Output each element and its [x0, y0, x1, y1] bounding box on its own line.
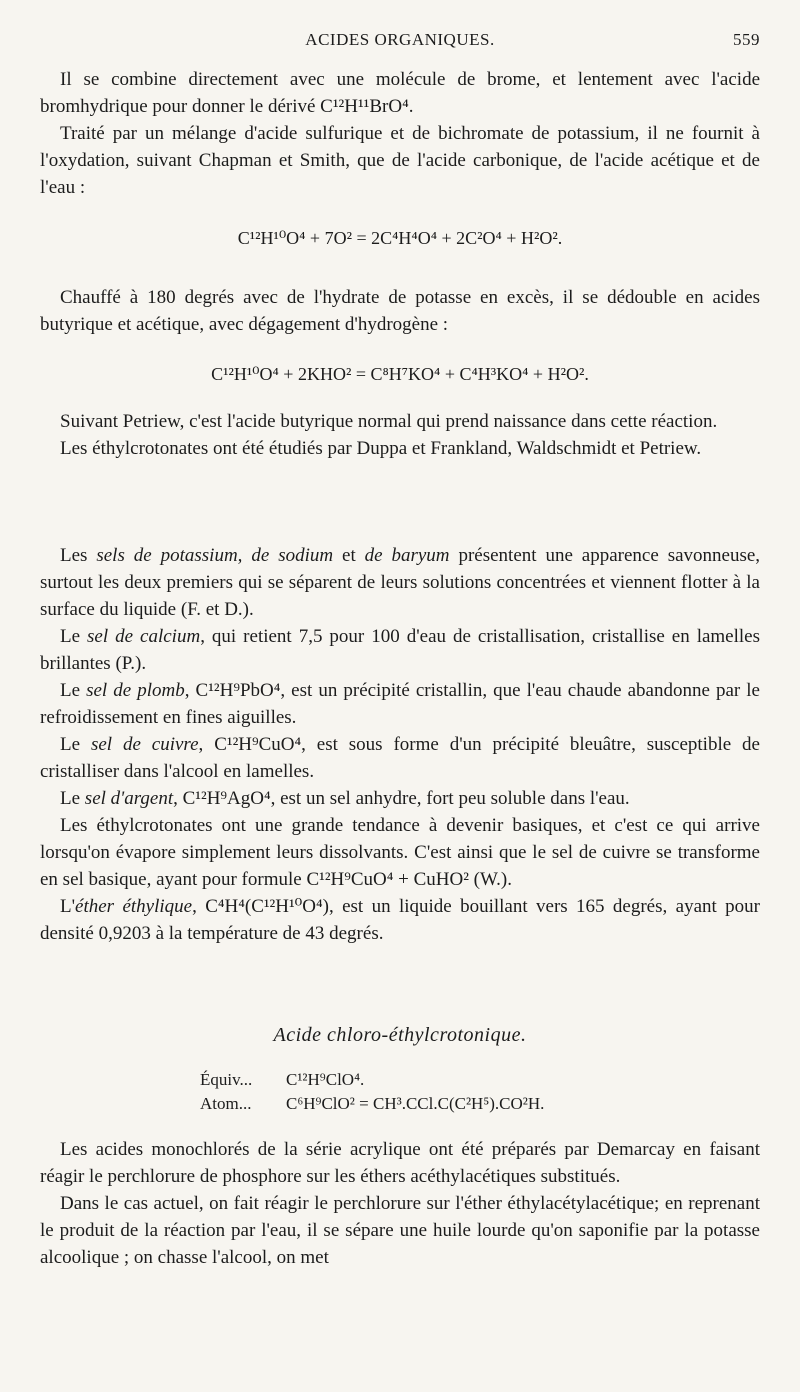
paragraph-calcium-salt: Le sel de calcium, qui retient 7,5 pour 100 d'eau de cristallisation, cristallise en lamelles brillantes (P.).: [40, 626, 761, 674]
running-head: [40, 30, 760, 54]
running-title: ACIDES ORGANIQUES.: [305, 30, 495, 49]
text-block-mid: [40, 284, 760, 338]
equation-oxidation: C¹²H¹⁰O⁴ + 7O² = 2C⁴H⁴O⁴ + 2C²O⁴ + H²O².: [237, 228, 563, 248]
paragraph-lead-salt: Le sel de plomb, C¹²H⁹PbO⁴, est un précipité cristallin, que l'eau chaude abandonne par le refroidissement en fines aiguilles.: [40, 680, 760, 728]
text-block-top: [40, 66, 760, 201]
paragraph-copper-salt: Le sel de cuivre, C¹²H⁹CuO⁴, est sous forme d'un précipité bleuâtre, susceptible de cristalliser dans l'alcool en lamelles.: [40, 734, 760, 782]
text-block-salts: [40, 542, 760, 947]
paragraph: Dans le cas actuel, on fait réagir le perchlorure sur l'éther éthylacétylacétique; en reprenant le produit de la réaction par l'eau, il se sépare une huile lourde qu'on saponifie par la potasse alcoolique ; on chasse l'alcool, on met: [40, 1193, 760, 1268]
paragraph: Les acides monochlorés de la série acrylique ont été préparés par Demarcay en faisant réagir le perchlorure de phosphore sur les éthers acéthylacétiques substitués.: [40, 1139, 760, 1187]
section-heading: Acide chloro-éthylcrotonique.: [273, 1024, 527, 1046]
text-block-after: [40, 408, 760, 462]
paragraph: Les éthylcrotonates ont été étudiés par Duppa et Frankland, Waldschmidt et Petriew.: [60, 438, 702, 459]
page-number: 559: [733, 30, 760, 49]
formula-table: [200, 1068, 544, 1116]
paragraph: Il se combine directement avec une molécule de brome, et lentement avec l'acide bromhydrique pour donner le dérivé C¹²H¹¹BrO⁴.: [40, 69, 760, 117]
atom-row: Atom... C⁶H⁹ClO² = CH³.CCl.C(C²H⁵).CO²H.: [200, 1094, 545, 1113]
paragraph-basic-salts: Les éthylcrotonates ont une grande tendance à devenir basiques, et c'est ce qui arrive lorsqu'on évapore simplement leurs dissolvants. C'est ainsi que le sel de cuivre se transforme en sel basique, ayant pour formule C¹²H⁹CuO⁴ + CuHO² (W.).: [40, 815, 760, 890]
paragraph: Chauffé à 180 degrés avec de l'hydrate de potasse en excès, il se dédouble en acides butyrique et acétique, avec dégagement d'hydrogène :: [40, 287, 760, 335]
paragraph-ethyl-ether: L'éther éthylique, C⁴H⁴(C¹²H¹⁰O⁴), est un liquide bouillant vers 165 degrés, ayant pour densité 0,9203 à la température de 43 degrés.: [40, 896, 760, 944]
equiv-row: Équiv... C¹²H⁹ClO⁴.: [200, 1070, 365, 1089]
paragraph-silver-salt: Le sel d'argent, C¹²H⁹AgO⁴, est un sel anhydre, fort peu soluble dans l'eau.: [60, 788, 630, 809]
paragraph-potassium-salts: Les sels de potassium, de sodium et de baryum présentent une apparence savonneuse, surtout les deux premiers qui se séparent de leurs solutions concentrées et viennent flotter à la surface du liquide (F. et D.).: [40, 545, 761, 620]
paragraph: Suivant Petriew, c'est l'acide butyrique normal qui prend naissance dans cette réaction.: [60, 411, 718, 432]
equation-potash: C¹²H¹⁰O⁴ + 2KHO² = C⁸H⁷KO⁴ + C⁴H³KO⁴ + H²O².: [211, 364, 589, 384]
paragraph: Traité par un mélange d'acide sulfurique et de bichromate de potassium, il ne fournit à l'oxydation, suivant Chapman et Smith, que de l'acide carbonique, de l'acide acétique et de l'eau :: [40, 123, 760, 198]
text-block-bottom: [40, 1136, 760, 1271]
